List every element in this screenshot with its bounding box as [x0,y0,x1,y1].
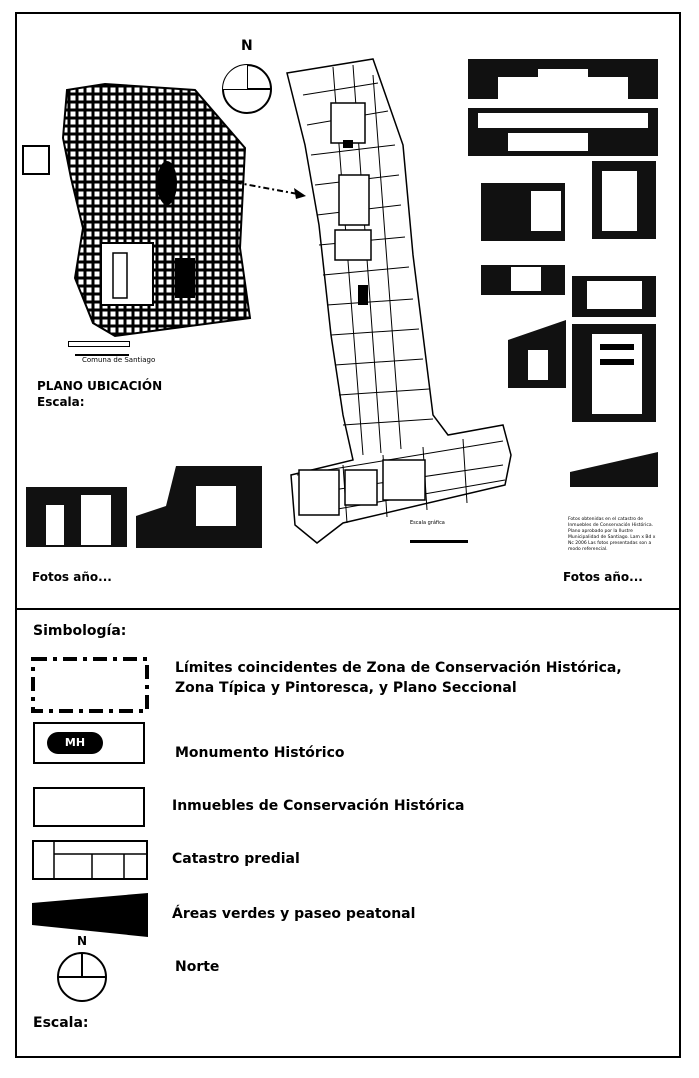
photos-right-caption: Fotos año... [563,570,643,584]
sectional-scale-bar [410,540,468,543]
monument-badge: MH [47,732,103,754]
scale-bar-label: Escala gráfica [410,520,445,526]
photo-right-6 [572,251,656,317]
photo-note: Fotos obtenidas en el catastro de Inmuebles de Conservación Histórica. Plano aprobado por la Ilustre Municipalidad de Santiago. Lam x Bd x Nc 2006 Las fotos presentadas son a modo referencial. [568,517,656,552]
legend-scale-label: Escala: [33,1015,89,1031]
legend-symbol-cadastre [32,840,148,880]
commune-label: Comuna de Santiago [82,356,156,364]
legend-symbol-heritage-building [33,787,145,827]
legend-label-heritage-building: Inmuebles de Conservación Histórica [172,798,465,814]
location-plan-map [45,78,255,340]
photo-right-7 [508,300,566,388]
photo-left-1 [26,465,127,547]
legend-north-label: N [77,934,88,948]
photos-left-caption: Fotos año... [32,570,112,584]
location-plan-scale-bar [68,341,130,347]
photo-right-4 [572,161,656,239]
legend-label-boundary: Límites coincidentes de Zona de Conservación Histórica, Zona Típica y Pintoresca, y Plano Seccional [175,660,622,696]
photo-left-2 [136,466,262,548]
legend-north-arrow-icon [55,950,109,1004]
north-label: N [241,38,253,54]
location-plan-title: PLANO UBICACIÓN [37,379,163,393]
legend-label-monument: Monumento Histórico [175,745,345,761]
location-plan-scale: Escala: [37,395,85,409]
photo-right-8 [572,324,656,422]
photo-right-3 [481,163,565,241]
photo-right-1 [468,59,658,104]
legend-symbol-boundary [30,656,150,714]
photo-right-5 [481,247,565,295]
legend-label-green-areas: Áreas verdes y paseo peatonal [172,906,416,922]
legend-label-cadastre: Catastro predial [172,851,300,867]
legend-symbol-green-areas [32,893,148,937]
location-plan-inset [15,140,55,180]
photo-right-9 [570,432,658,487]
sheet-divider [15,608,681,610]
legend-label-north: Norte [175,959,220,975]
legend-symbol-monument [33,722,145,764]
legend-title: Simbología: [33,623,127,639]
photo-right-2 [468,108,658,156]
